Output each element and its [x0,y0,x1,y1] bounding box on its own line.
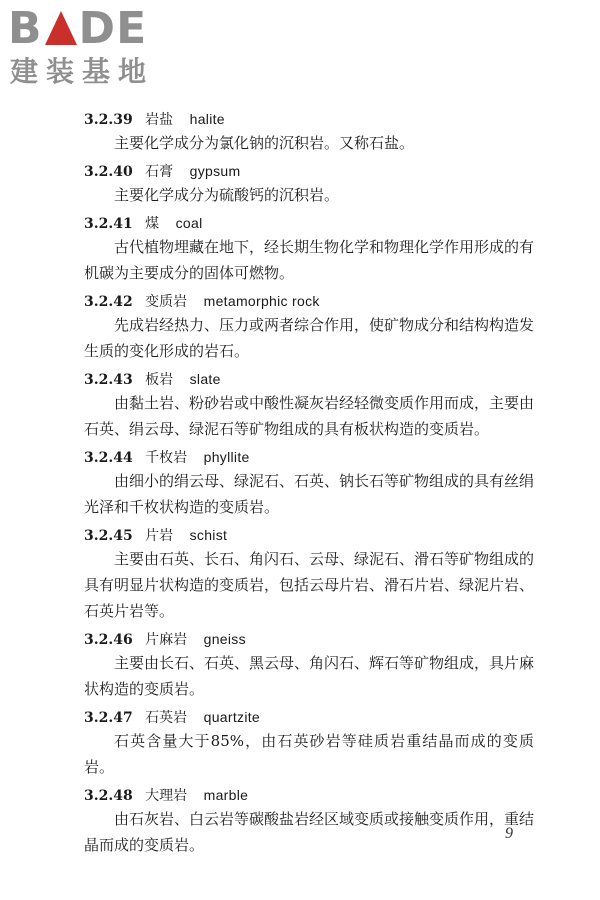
term-chinese: 岩盐 [145,112,174,128]
term-chinese: 石膏 [145,164,174,180]
term-english: metamorphic rock [203,293,320,309]
term-line [84,160,534,182]
page-number: 9 [505,825,513,842]
term-line [84,706,534,728]
term-chinese: 大理岩 [145,788,188,804]
entry-3-2-45 [84,524,534,624]
term-english: phyllite [203,449,250,465]
term-definition: 由石灰岩、白云岩等碳酸盐岩经区域变质或接触变质作用，重结晶而成的变质岩。 [84,810,535,854]
term-number: 3.2.45 [84,528,133,544]
term-chinese: 板岩 [145,372,174,388]
entry-3-2-46 [84,628,534,702]
term-chinese: 煤 [145,216,160,232]
term-english: slate [189,371,221,387]
entry-3-2-47 [84,706,534,780]
bade-logo [8,3,178,90]
term-line [84,290,534,312]
term-chinese: 片岩 [145,528,174,544]
term-number: 3.2.42 [84,294,133,310]
term-definition: 主要化学成分为硫酸钙的沉积岩。 [114,186,340,204]
term-definition: 主要化学成分为氯化钠的沉积岩。又称石盐。 [114,134,415,152]
term-number: 3.2.46 [84,632,133,648]
term-chinese: 石英岩 [145,710,188,726]
entry-3-2-40 [84,160,534,208]
glossary-content [84,108,534,862]
term-definition: 由细小的绢云母、绿泥石、石英、钠长石等矿物组成的具有丝绢光泽和千枚状构造的变质岩。 [84,472,535,516]
term-number: 3.2.41 [84,216,133,232]
entry-3-2-39 [84,108,534,156]
entry-3-2-41 [84,212,534,286]
term-english: gypsum [189,163,241,179]
term-number: 3.2.39 [84,112,133,128]
term-number: 3.2.48 [84,788,133,804]
term-english: marble [203,787,249,803]
logo-subtitle: 建装基地 [10,55,155,88]
term-chinese: 变质岩 [145,294,188,310]
term-line [84,368,534,390]
term-line [84,784,534,806]
term-number: 3.2.43 [84,372,133,388]
entry-3-2-42 [84,290,534,364]
term-definition: 主要由长石、石英、黑云母、角闪石、辉石等矿物组成，具片麻状构造的变质岩。 [84,654,535,698]
term-definition: 先成岩经热力、压力或两者综合作用，使矿物成分和结构构造发生质的变化形成的岩石。 [84,316,535,360]
term-line [84,524,534,546]
term-chinese: 千枚岩 [145,450,188,466]
term-chinese: 片麻岩 [145,632,188,648]
logo-wordmark: B DE [8,3,148,54]
term-number: 3.2.40 [84,164,133,180]
term-number: 3.2.47 [84,710,133,726]
entry-3-2-43 [84,368,534,442]
logo-triangle-icon [45,11,77,45]
entry-3-2-48 [84,784,534,858]
term-english: quartzite [203,709,261,725]
term-english: gneiss [203,631,246,647]
term-definition: 主要由石英、长石、角闪石、云母、绿泥石、滑石等矿物组成的具有明显片状构造的变质岩，包括云母片岩、滑石片岩、绿泥片岩、石英片岩等。 [84,550,535,620]
term-definition: 由黏土岩、粉砂岩或中酸性凝灰岩经轻微变质作用而成，主要由石英、绢云母、绿泥石等矿物组成的具有板状构造的变质岩。 [84,394,535,438]
term-english: coal [175,215,203,231]
entry-3-2-44 [84,446,534,520]
term-line [84,628,534,650]
term-english: schist [189,527,228,543]
term-definition: 古代植物埋藏在地下，经长期生物化学和物理化学作用形成的有机碳为主要成分的固体可燃物。 [84,238,535,282]
term-definition: 石英含量大于85%，由石英砂岩等硅质岩重结晶而成的变质岩。 [84,732,534,776]
term-line [84,108,534,130]
term-english: halite [189,111,225,127]
term-number: 3.2.44 [84,450,133,466]
term-line [84,446,534,468]
term-line [84,212,534,234]
